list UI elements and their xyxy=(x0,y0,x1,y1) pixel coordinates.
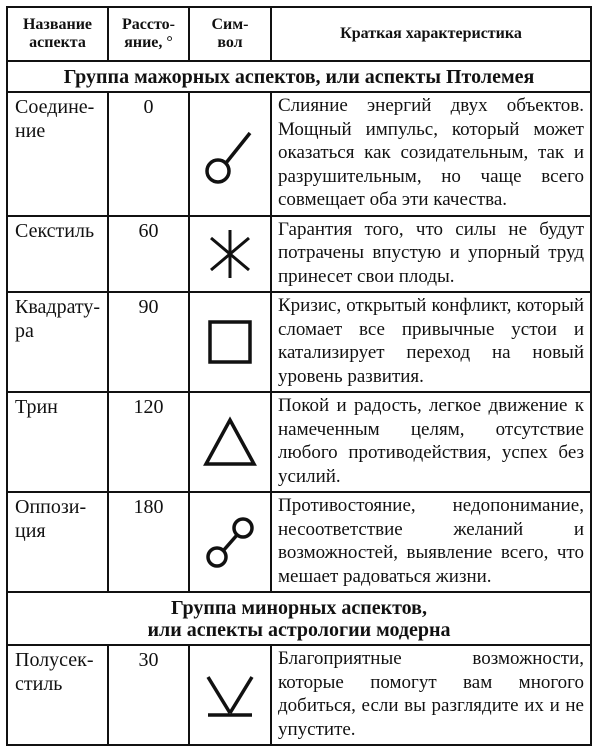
table-row xyxy=(7,92,591,216)
conjunction-icon xyxy=(200,119,260,189)
aspect-name: Секстиль xyxy=(7,216,108,293)
group-row-major xyxy=(7,61,591,92)
group-title: Группа мажорных аспектов, или аспекты Птолемея xyxy=(7,61,591,92)
aspect-degrees: 90 xyxy=(108,292,189,392)
aspect-description: Благоприятные возможности, которые помогут вам многого добиться, если вы разглядите их и не упустите. xyxy=(271,645,591,745)
aspect-description: Гарантия того, что силы не будут потрачены впустую и упорный труд принесет свои плоды. xyxy=(271,216,591,293)
aspects-table xyxy=(6,6,592,746)
aspect-degrees: 0 xyxy=(108,92,189,216)
semisextile-icon xyxy=(202,669,258,721)
aspect-description: Кризис, открытый конфликт, который сломает все привычные устои и катализирует переход на новый уровень развития. xyxy=(271,292,591,392)
header-row xyxy=(7,7,591,61)
table-row xyxy=(7,645,591,745)
aspect-name: Соедине- ние xyxy=(7,92,108,216)
sextile-icon xyxy=(205,226,255,282)
header-distance: Рассто- яние, ° xyxy=(108,7,189,61)
aspect-name: Трин xyxy=(7,392,108,492)
table-row xyxy=(7,292,591,392)
table-row xyxy=(7,492,591,592)
header-description: Краткая характеристика xyxy=(271,7,591,61)
aspect-description: Слияние энергий двух объектов. Мощный импульс, который может оказаться как созидательным, так и разрушительным, но чаще всего совмещает оба эти качества. xyxy=(271,92,591,216)
trine-icon xyxy=(200,414,260,470)
opposition-icon xyxy=(200,511,260,573)
aspect-name: Оппози- ция xyxy=(7,492,108,592)
table-row xyxy=(7,216,591,293)
table-row xyxy=(7,392,591,492)
group-title: Группа минорных аспектов, или аспекты астрологии модерна xyxy=(7,592,591,645)
aspect-degrees: 120 xyxy=(108,392,189,492)
aspect-degrees: 180 xyxy=(108,492,189,592)
aspect-degrees: 60 xyxy=(108,216,189,293)
aspect-name: Полусек- стиль xyxy=(7,645,108,745)
aspect-degrees: 30 xyxy=(108,645,189,745)
header-symbol: Сим- вол xyxy=(189,7,271,61)
aspect-description: Покой и радость, легкое движение к намеченным целям, отсутствие любого противодействия, успех без усилий. xyxy=(271,392,591,492)
square-icon xyxy=(205,317,255,367)
group-row-minor xyxy=(7,592,591,645)
aspect-description: Противостояние, недопонимание, несоответствие желаний и возможностей, выявление всего, что мешает радоваться жизни. xyxy=(271,492,591,592)
header-name: Название аспекта xyxy=(7,7,108,61)
aspect-name: Квадрату- ра xyxy=(7,292,108,392)
